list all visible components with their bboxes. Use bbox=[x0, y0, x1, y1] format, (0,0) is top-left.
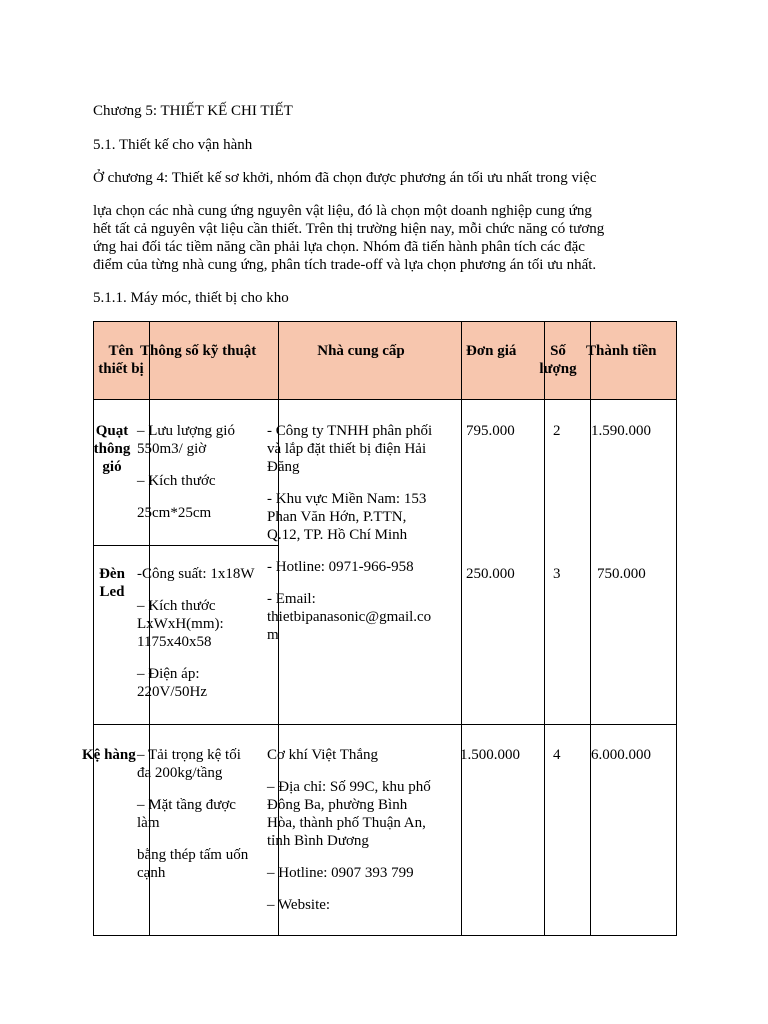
header-device-name: Tên thiết bị bbox=[98, 343, 144, 377]
chapter-title: Chương 5: THIẾT KẾ CHI TIẾT bbox=[93, 103, 293, 119]
subsection-title: 5.1.1. Máy móc, thiết bị cho kho bbox=[93, 290, 289, 306]
row-fan-qty: 2 bbox=[553, 423, 561, 439]
row-shelf-price: 1.500.000 bbox=[460, 747, 520, 763]
intro-first-line: Ở chương 4: Thiết kế sơ khởi, nhóm đã chọn được phương án tối ưu nhất trong việc bbox=[93, 170, 597, 186]
row-shelf-qty: 4 bbox=[553, 747, 561, 763]
row-led-name: Đèn Led bbox=[99, 566, 125, 600]
header-spec: Thông số kỹ thuật bbox=[140, 343, 257, 359]
intro-paragraph bbox=[93, 202, 693, 274]
row-shelf-total: 6.000.000 bbox=[591, 747, 651, 763]
supplier-panasonic: - Công ty TNHH phân phối và lắp đặt thiết bị điện Hải Đăng - Khu vực Miền Nam: 153 Phan Văn Hớn, P.TTN, Q.12, TP. Hồ Chí Minh - Hotline: 0971-966-958 - Email: thietbipanasonic@gmail.co m bbox=[267, 423, 433, 643]
header-supplier: Nhà cung cấp bbox=[317, 343, 405, 359]
row-fan-name: Quạt thông gió bbox=[93, 423, 131, 475]
row-led-qty: 3 bbox=[553, 566, 561, 582]
intro-line: hết tất cả nguyên vật liệu cần thiết. Trên thị trường hiện nay, mỗi chức năng có tương bbox=[93, 221, 605, 237]
section-title: 5.1. Thiết kế cho vận hành bbox=[93, 137, 253, 153]
header-quantity: Số lượng bbox=[539, 343, 577, 377]
row-fan-price: 795.000 bbox=[466, 423, 515, 439]
row-shelf-name: Kệ hàng bbox=[82, 747, 136, 763]
row-led-spec: -Công suất: 1x18W – Kích thước LxWxH(mm): 1175x40x58 – Điện áp: 220V/50Hz bbox=[137, 566, 255, 700]
row-fan-spec: – Lưu lượng gió 550m3/ giờ – Kích thước 25cm*25cm bbox=[137, 423, 235, 521]
intro-line: lựa chọn các nhà cung ứng nguyên vật liệu, đó là chọn một doanh nghiệp cung ứng bbox=[93, 203, 592, 219]
intro-line: điểm của từng nhà cung ứng, phân tích trade-off và lựa chọn phương án tối ưu nhất. bbox=[93, 257, 597, 273]
header-unit-price: Đơn giá bbox=[466, 343, 517, 359]
header-total: Thành tiền bbox=[586, 343, 657, 359]
row-led-price: 250.000 bbox=[466, 566, 515, 582]
row-shelf-spec: – Tải trọng kệ tối đa 200kg/tầng – Mặt tầng được làm bằng thép tấm uốn cạnh bbox=[137, 747, 249, 881]
row-led-total: 750.000 bbox=[597, 566, 646, 582]
intro-line: ứng hai đối tác tiềm năng cần phải lựa chọn. Nhóm đã tiến hành phân tích các đặc bbox=[93, 239, 585, 255]
row-fan-total: 1.590.000 bbox=[591, 423, 651, 439]
supplier-viet-thang: Cơ khí Việt Thắng – Địa chỉ: Số 99C, khu phố Đông Ba, phường Bình Hòa, thành phố Thuận An, tỉnh Bình Dương – Hotline: 0907 393 799 – Website: bbox=[267, 747, 431, 913]
table-header-background bbox=[93, 321, 676, 399]
